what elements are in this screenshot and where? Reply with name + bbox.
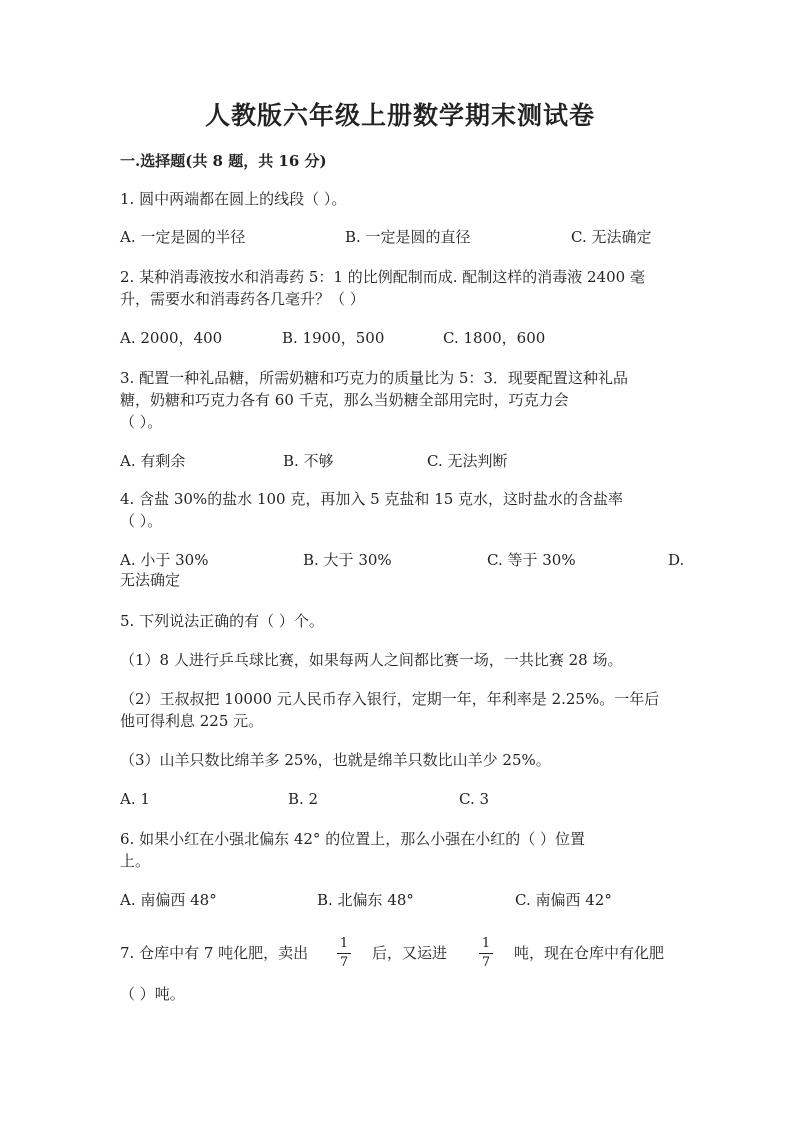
fraction-bar — [479, 953, 493, 954]
question-1-stem: 1. 圆中两端都在圆上的线段（ ）。 — [120, 190, 347, 208]
q2-option-c[interactable]: C. 1800，600 — [443, 329, 546, 347]
q2-option-a[interactable]: A. 2000，400 — [120, 329, 223, 347]
fraction-denominator: 7 — [339, 955, 349, 970]
q4-option-d-text: 无法确定 — [120, 571, 181, 589]
q5-option-b[interactable]: B. 2 — [288, 790, 319, 808]
q5-option-c[interactable]: C. 3 — [459, 790, 490, 808]
page-title: 人教版六年级上册数学期末测试卷 — [204, 101, 595, 130]
question-3-stem-line2: 糖，奶糖和巧克力各有 60 千克，那么当奶糖全部用完时，巧克力会 — [120, 391, 569, 409]
q5-statement-3: （3）山羊只数比绵羊多 25%，也就是绵羊只数比山羊少 25%。 — [120, 751, 551, 769]
q3-option-a[interactable]: A. 有剩余 — [120, 452, 186, 470]
fraction-bar — [337, 953, 351, 954]
q5-statement-2-line2: 他可得利息 225 元。 — [120, 712, 264, 730]
q6-option-b[interactable]: B. 北偏东 48° — [317, 891, 414, 909]
q5-option-a[interactable]: A. 1 — [120, 790, 150, 808]
question-7-stem-part3: 吨，现在仓库中有化肥 — [514, 944, 665, 962]
question-6-stem-line1: 6. 如果小红在小强北偏东 42° 的位置上，那么小强在小红的（ ）位置 — [120, 830, 585, 848]
q2-option-b[interactable]: B. 1900，500 — [282, 329, 385, 347]
question-2-stem-line1: 2. 某种消毒液按水和消毒药 5：1 的比例配制而成. 配制这样的消毒液 2400 毫 — [120, 268, 645, 286]
question-7-stem-line2: （ ）吨。 — [120, 985, 185, 1003]
q3-option-c[interactable]: C. 无法判断 — [427, 452, 508, 470]
question-6-stem-line2: 上。 — [120, 852, 151, 870]
fraction-one-seventh-1 — [337, 936, 351, 971]
fraction-denominator: 7 — [481, 955, 491, 970]
question-5-stem: 5. 下列说法正确的有（ ）个。 — [120, 612, 324, 630]
q4-option-a[interactable]: A. 小于 30% — [120, 551, 209, 569]
fraction-numerator: 1 — [339, 936, 349, 951]
question-4-stem-line2: （ ）。 — [120, 512, 163, 530]
q4-option-d[interactable]: D. — [668, 551, 685, 569]
q4-option-c[interactable]: C. 等于 30% — [487, 551, 576, 569]
q5-statement-1: （1）8 人进行乒乓球比赛，如果每两人之间都比赛一场，一共比赛 28 场。 — [120, 651, 623, 669]
q1-option-b[interactable]: B. 一定是圆的直径 — [345, 228, 471, 246]
fraction-numerator: 1 — [481, 936, 491, 951]
q4-option-b[interactable]: B. 大于 30% — [303, 551, 392, 569]
q5-statement-2-line1: （2）王叔叔把 10000 元人民币存入银行，定期一年，年利率是 2.25%。一年后 — [120, 690, 660, 708]
question-2-stem-line2: 升，需要水和消毒药各几毫升？（ ） — [120, 290, 365, 308]
question-3-stem-line3: （ ）。 — [120, 413, 163, 431]
q1-option-a[interactable]: A. 一定是圆的半径 — [120, 228, 246, 246]
question-7-stem-part2: 后，又运进 — [372, 944, 448, 962]
section-heading: 一.选择题(共 8 题，共 16 分) — [120, 152, 327, 170]
q6-option-a[interactable]: A. 南偏西 48° — [120, 891, 217, 909]
q1-option-c[interactable]: C. 无法确定 — [571, 228, 652, 246]
question-3-stem-line1: 3. 配置一种礼品糖，所需奶糖和巧克力的质量比为 5：3．现要配置这种礼品 — [120, 369, 628, 387]
fraction-one-seventh-2 — [479, 936, 493, 971]
question-7-stem-part1: 7. 仓库中有 7 吨化肥，卖出 — [120, 944, 309, 962]
question-4-stem-line1: 4. 含盐 30%的盐水 100 克，再加入 5 克盐和 15 克水，这时盐水的含盐率 — [120, 490, 624, 508]
q6-option-c[interactable]: C. 南偏西 42° — [515, 891, 612, 909]
q3-option-b[interactable]: B. 不够 — [283, 452, 334, 470]
